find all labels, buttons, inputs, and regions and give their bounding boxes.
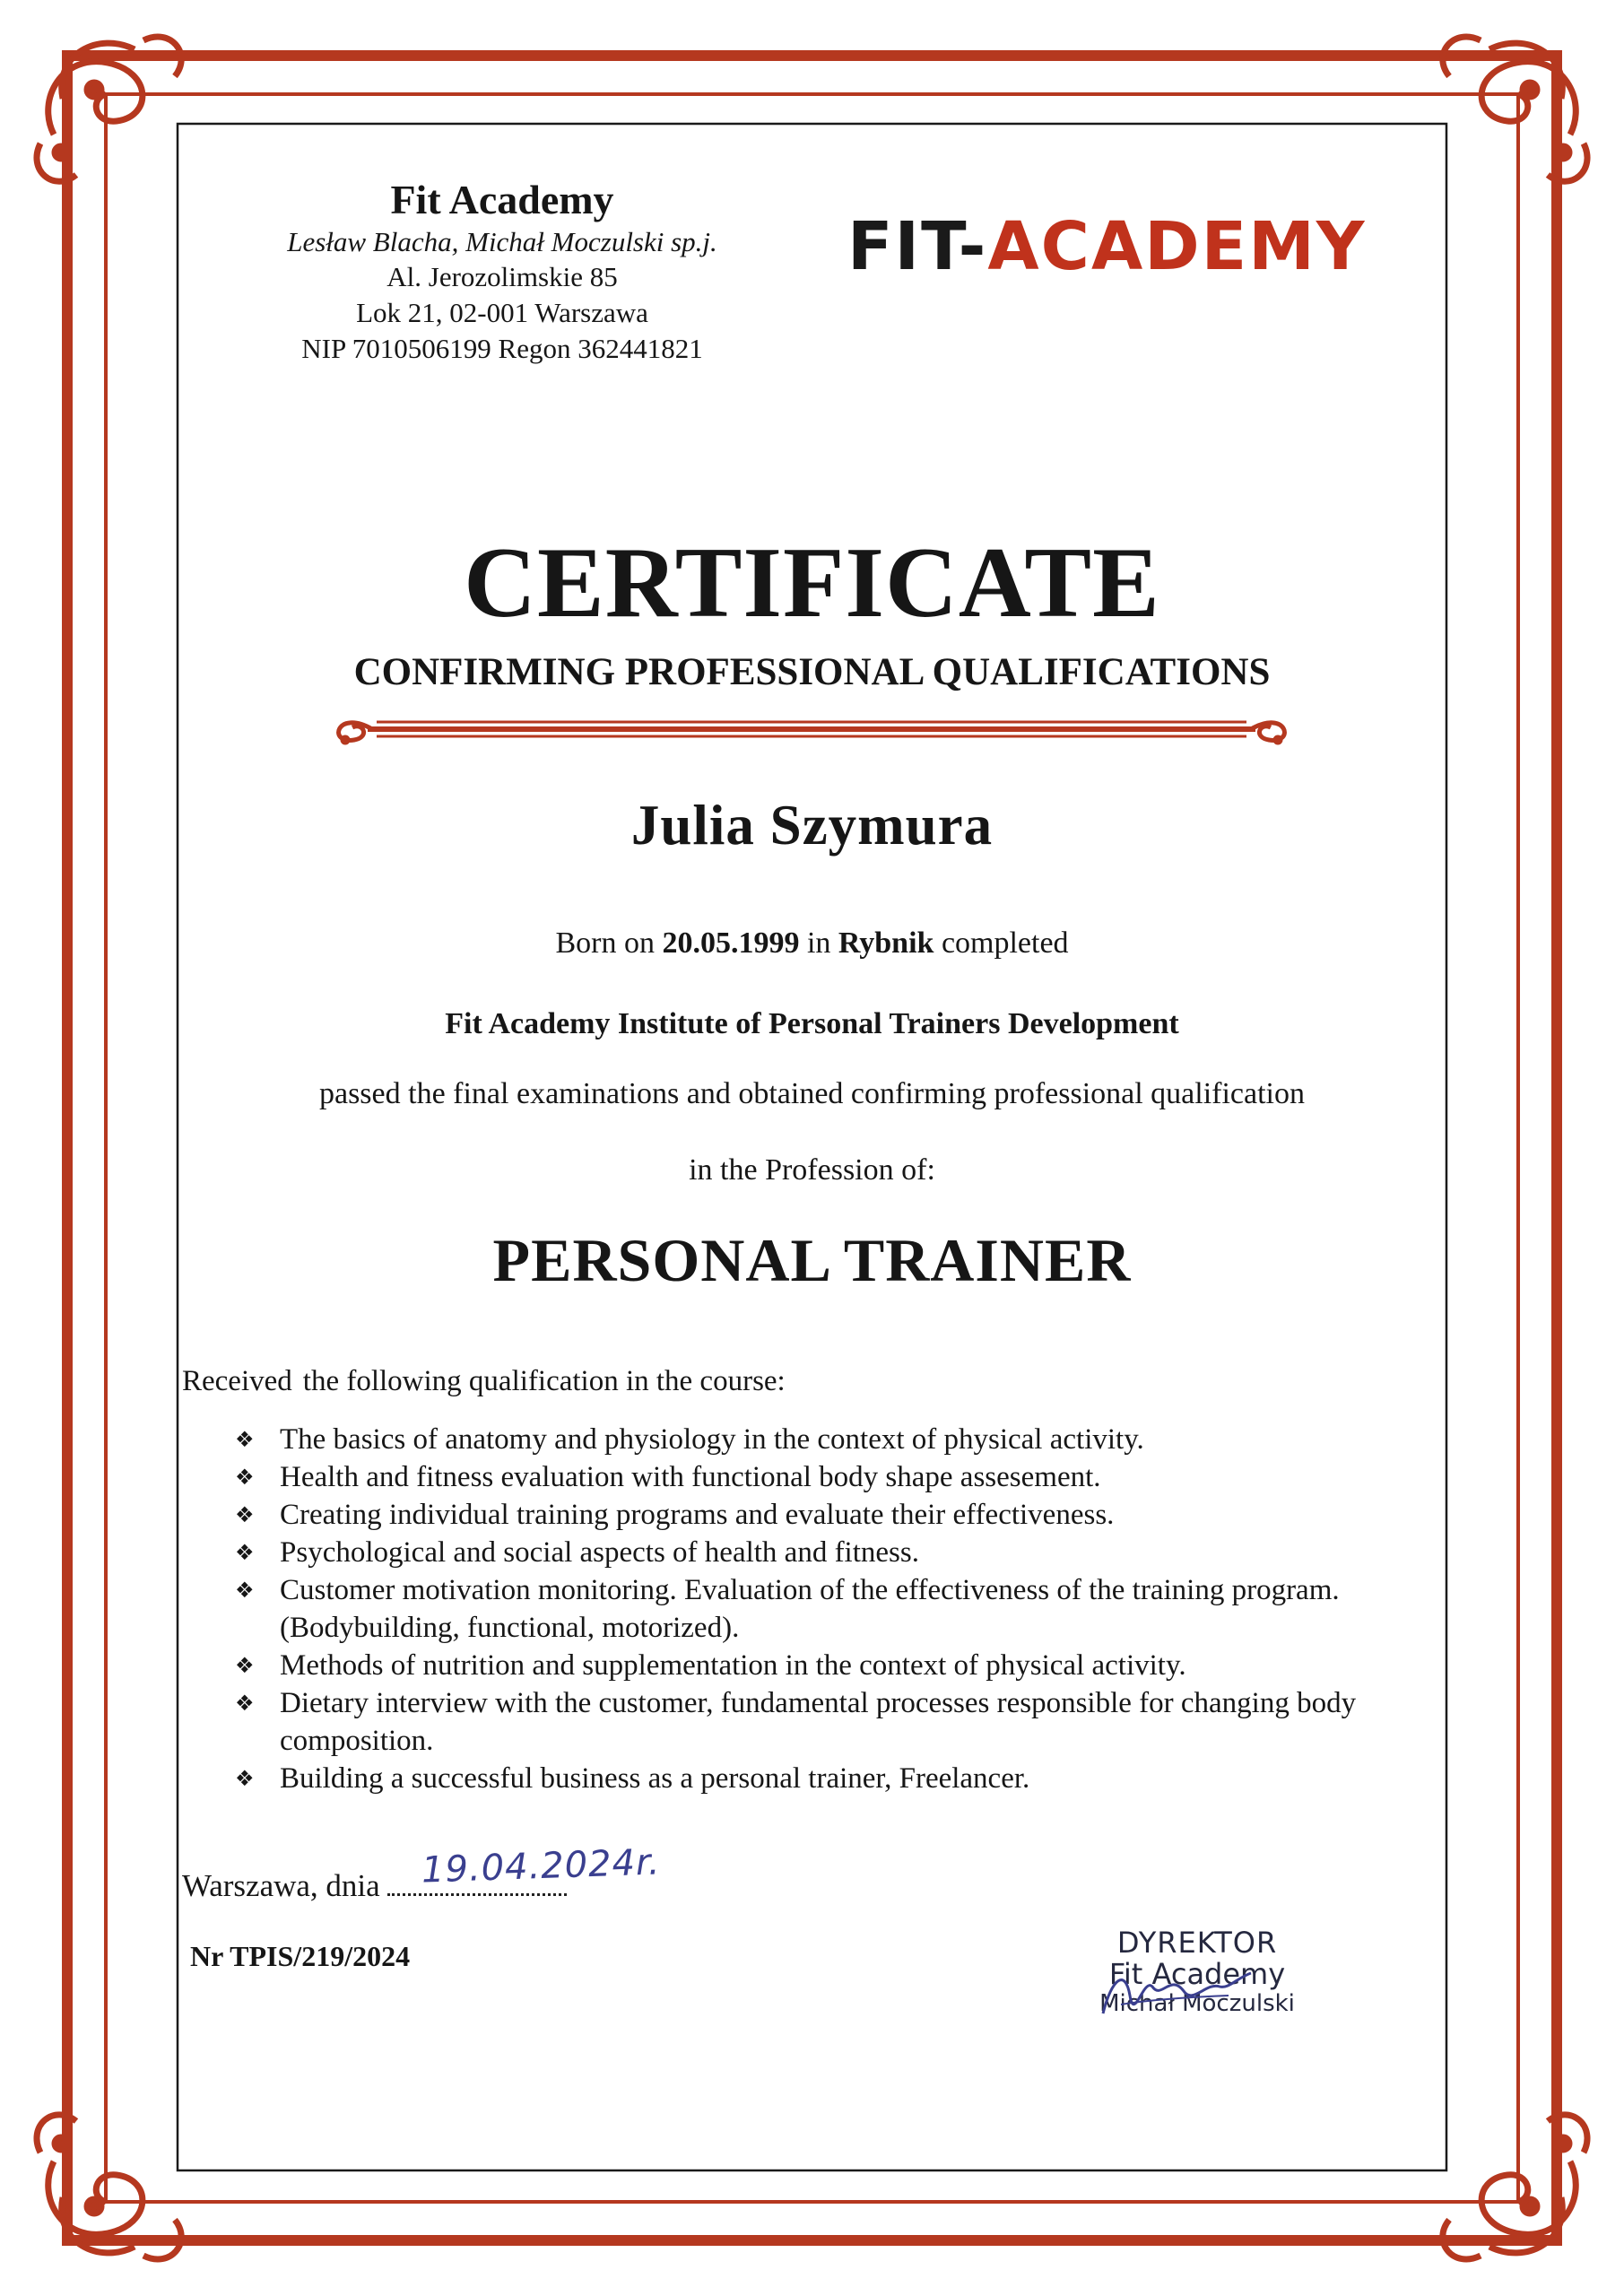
- qualification-text: Creating individual training programs and evaluate their effectiveness.: [280, 1499, 1115, 1531]
- born-suffix: completed: [941, 926, 1069, 960]
- diamond-bullet-icon: ❖: [235, 1578, 255, 1603]
- issue-date-handwritten: 19.04.2024r.: [421, 1841, 662, 1892]
- list-item: [235, 1647, 1455, 1684]
- diamond-bullet-icon: ❖: [235, 1502, 255, 1527]
- qualification-text: The basics of anatomy and physiology in the context of physical activity.: [280, 1423, 1144, 1456]
- list-item: [235, 1684, 1455, 1760]
- qualifications-intro-b: the following qualification in the course:: [302, 1365, 786, 1397]
- diamond-bullet-icon: ❖: [235, 1427, 255, 1452]
- stamp-title: DYREKTOR: [1116, 1926, 1278, 1960]
- svg-text:FIT-ACADEMY: FIT-ACADEMY: [847, 208, 1367, 285]
- institute-name: Fit Academy Institute of Personal Trainers Development: [445, 1007, 1179, 1040]
- qualification-text: Health and fitness evaluation with functional body shape assesement.: [280, 1461, 1101, 1493]
- passed-statement: passed the final examinations and obtained confirming professional qualification: [318, 1077, 1306, 1110]
- issuer-block: [206, 175, 798, 367]
- issuer-tax-ids: NIP 7010506199 Regon 362441821: [301, 333, 703, 364]
- issue-place-label: Warszawa, dnia: [182, 1868, 380, 1903]
- issuer-address-street: Al. Jerozolimskie 85: [386, 261, 618, 292]
- qualifications-intro: [182, 1361, 786, 1401]
- qualifications-list: [235, 1421, 1455, 1797]
- diamond-bullet-icon: ❖: [235, 1465, 255, 1490]
- profession-title: PERSONAL TRAINER: [492, 1226, 1132, 1294]
- birth-place: Rybnik: [838, 926, 934, 960]
- issuer-address-city: Lok 21, 02-001 Warszawa: [356, 297, 648, 328]
- qualification-text: Customer motivation monitoring. Evaluation of the effectiveness of the training program. (Bodybuilding, functional, motorized).: [280, 1574, 1340, 1644]
- stamp-org: Fit Academy: [1108, 1957, 1286, 1991]
- issuer-name: Fit Academy: [390, 177, 614, 222]
- qualifications-intro-a: Received: [182, 1365, 292, 1397]
- issuer-owners: Lesław Blacha, Michał Moczulski sp.j.: [287, 226, 717, 257]
- list-item: [235, 1496, 1455, 1534]
- born-prefix: Born on: [555, 926, 655, 960]
- stamp-person: Michał Moczulski: [1099, 1990, 1295, 2017]
- birth-date: 20.05.1999: [662, 926, 800, 960]
- born-in: in: [806, 926, 831, 960]
- list-item: [235, 1760, 1455, 1797]
- certificate-number: Nr TPIS/219/2024: [190, 1940, 411, 1972]
- fit-academy-logo: [847, 206, 1367, 287]
- qualification-text: Psychological and social aspects of health and fitness.: [280, 1536, 919, 1569]
- birth-statement: [0, 924, 1624, 963]
- diamond-bullet-icon: ❖: [235, 1766, 255, 1791]
- profession-intro: in the Profession of:: [689, 1153, 935, 1187]
- qualification-text: Methods of nutrition and supplementation in the context of physical activity.: [280, 1649, 1186, 1682]
- diamond-bullet-icon: ❖: [235, 1540, 255, 1565]
- ornamental-divider: [327, 704, 1296, 751]
- certificate-subtitle: CONFIRMING PROFESSIONAL QUALIFICATIONS: [353, 651, 1271, 693]
- list-item: [235, 1534, 1455, 1571]
- holder-name: Julia Szymura: [630, 794, 994, 857]
- diamond-bullet-icon: ❖: [235, 1691, 255, 1716]
- diamond-bullet-icon: ❖: [235, 1653, 255, 1678]
- certificate-title: CERTIFICATE: [464, 527, 1160, 639]
- list-item: [235, 1421, 1455, 1458]
- list-item: [235, 1458, 1455, 1496]
- qualification-text: Dietary interview with the customer, fundamental processes responsible for changing body composition.: [280, 1687, 1357, 1757]
- qualification-text: Building a successful business as a personal trainer, Freelancer.: [280, 1762, 1030, 1795]
- director-signature: [1085, 1960, 1273, 2031]
- list-item: [235, 1571, 1455, 1647]
